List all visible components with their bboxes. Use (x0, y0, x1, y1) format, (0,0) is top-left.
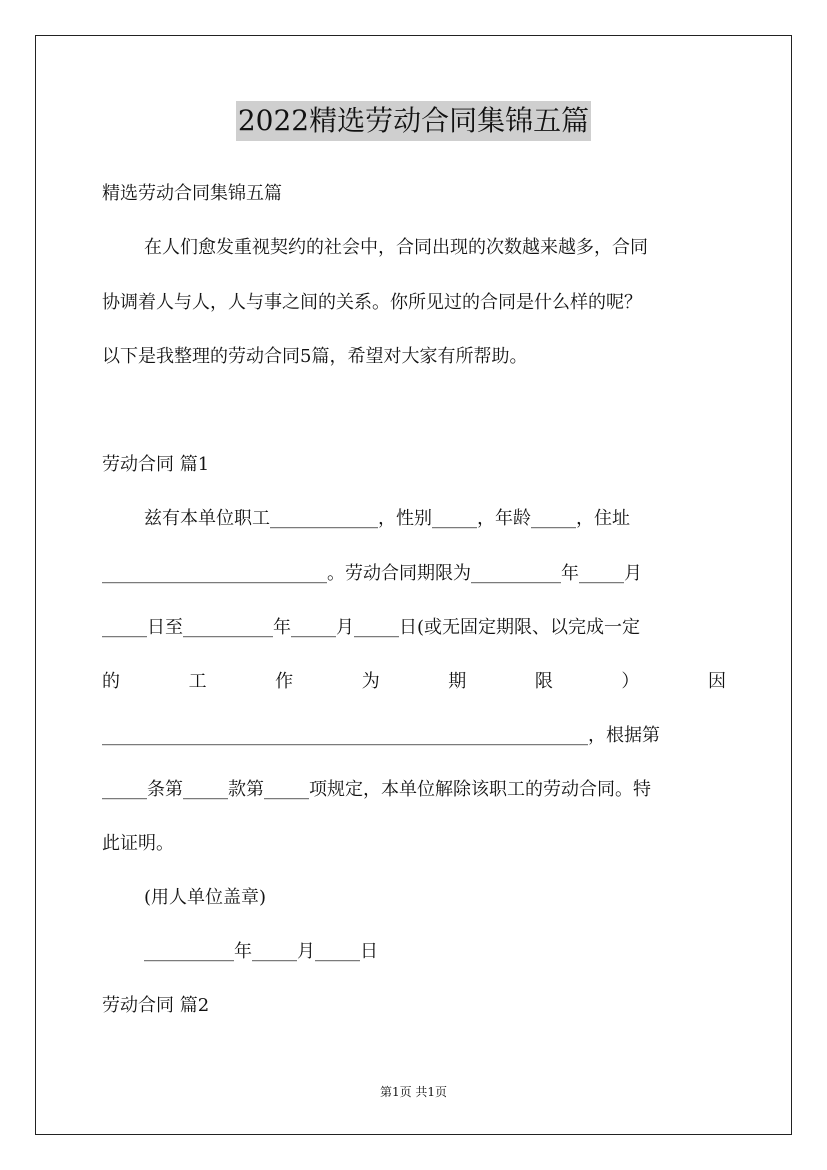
spread-word: 工 (188, 671, 207, 692)
section1-line-3: _____日至__________年_____月_____日(或无固定期限、以完成一定 (102, 617, 641, 638)
section1-line-1: 兹有本单位职工____________，性别_____，年龄_____，住址 (144, 508, 630, 529)
section1-line-5: _____条第_____款第_____项规定，本单位解除该职工的劳动合同。特 (102, 779, 651, 800)
intro-line-1: 在人们愈发重视契约的社会中，合同出现的次数越来越多，合同 (144, 237, 648, 258)
title-container (0, 101, 827, 141)
page-footer: 第1页 共1页 (379, 1085, 448, 1099)
spread-word: 期 (448, 671, 467, 692)
intro-line-2: 协调着人与人，人与事之间的关系。你所见过的合同是什么样的呢？ (102, 292, 642, 313)
section-heading-1: 劳动合同 篇1 (102, 454, 210, 475)
spread-word: 因 (707, 671, 726, 692)
spread-word: 作 (275, 671, 294, 692)
document-subtitle: 精选劳动合同集锦五篇 (102, 183, 282, 204)
section-heading-2: 劳动合同 篇2 (102, 995, 210, 1016)
spread-word: ） (621, 671, 640, 692)
date-line: __________年_____月_____日 (144, 941, 378, 962)
section1-line-6: 此证明。 (102, 833, 174, 854)
spread-word: 限 (534, 671, 553, 692)
section1-line-2: _________________________。劳动合同期限为__________年_____月 (102, 563, 642, 584)
intro-line-3: 以下是我整理的劳动合同5篇，希望对大家有所帮助。 (102, 346, 528, 367)
document-title: 2022精选劳动合同集锦五篇 (236, 101, 591, 141)
spread-word: 的 (102, 671, 120, 692)
seal-line: (用人单位盖章) (144, 887, 267, 908)
spread-word: 为 (361, 671, 380, 692)
section1-line-4: ______________________________________________________，根据第 (102, 725, 660, 746)
section1-spread-line (102, 669, 726, 695)
